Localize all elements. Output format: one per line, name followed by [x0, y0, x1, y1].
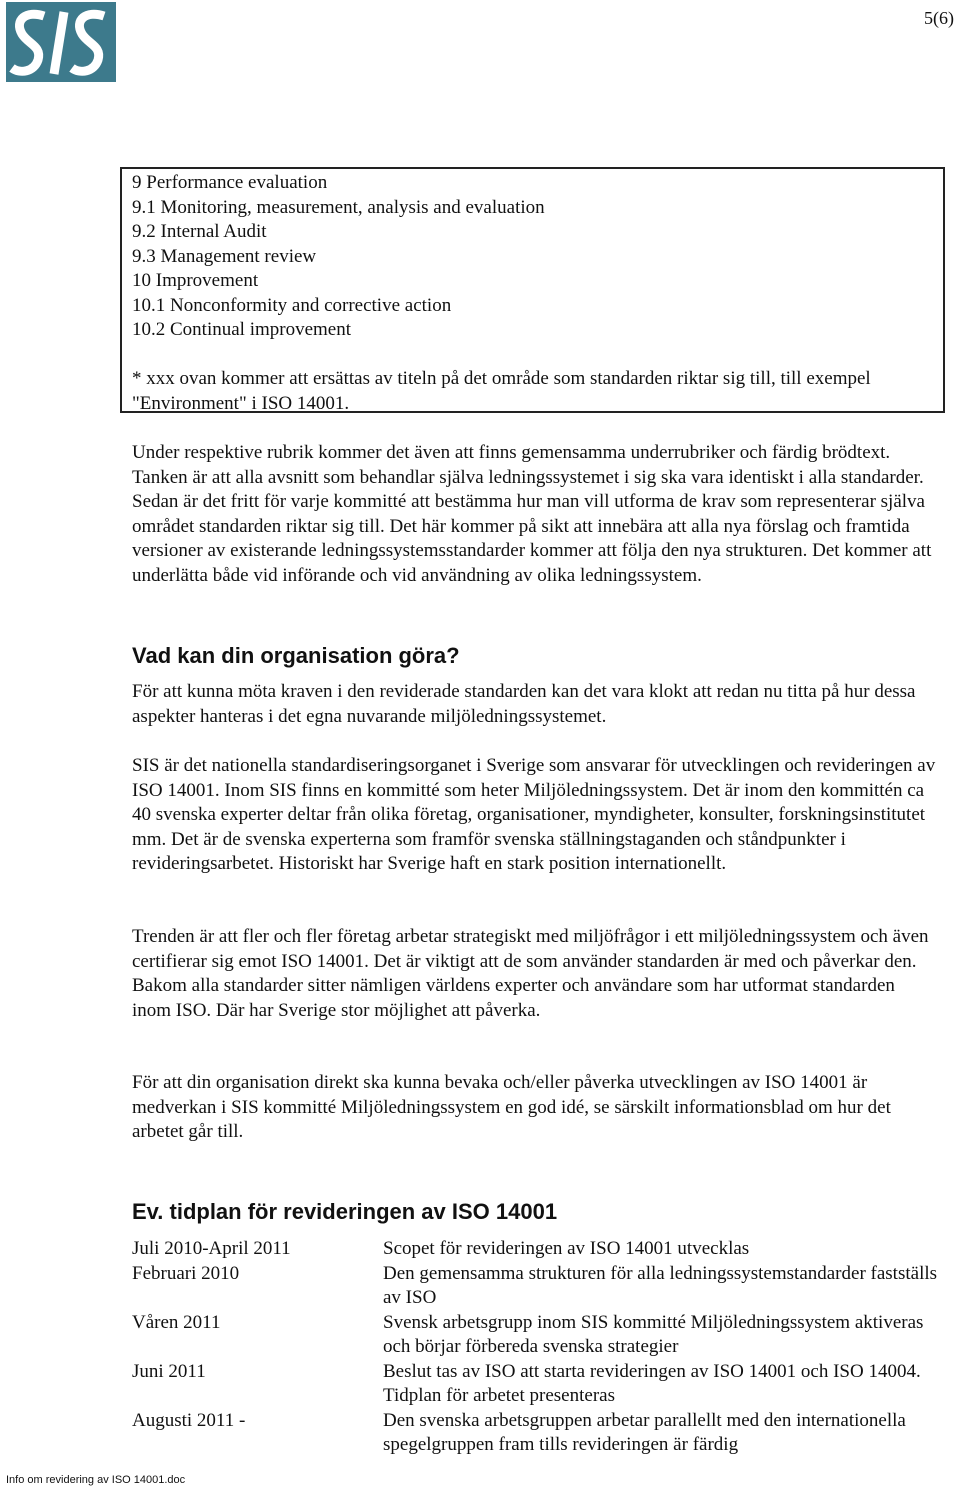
list-item: 9.1 Monitoring, measurement, analysis and evaluation: [132, 196, 545, 218]
timeline-table: [132, 1237, 937, 1458]
paragraph-prepare: För att kunna möta kraven i den reviderade standarden kan det vara klokt att redan nu titta på hur dessa aspekter hanteras i det egna nuvarande miljöledningssystemet.: [132, 681, 916, 727]
list-item: 10.1 Nonconformity and corrective action: [132, 294, 452, 316]
sis-logo-icon: [6, 2, 116, 82]
timeline-description: Den svenska arbetsgruppen arbetar parallellt med den internationella spegelgruppen fram tills revideringen är färdig: [383, 1409, 906, 1455]
list-item: 9.2 Internal Audit: [132, 221, 267, 242]
timeline-row: [132, 1262, 937, 1311]
box-note: * xxx ovan kommer att ersättas av titeln på det område som standarden riktar sig till, till exempel "Environment" i ISO 14001.: [132, 368, 871, 414]
timeline-description: Scopet för revideringen av ISO 14001 utvecklas: [383, 1238, 750, 1259]
timeline-date: Februari 2010: [132, 1262, 240, 1284]
timeline-date: Augusti 2011 -: [132, 1409, 246, 1431]
timeline-date: Våren 2011: [132, 1311, 221, 1333]
timeline-row: [132, 1360, 937, 1409]
list-item: 9 Performance evaluation: [132, 172, 328, 193]
paragraph-subheadings: Under respektive rubrik kommer det även att finns gemensamma underrubriker och färdig brödtext. Tanken är att alla avsnitt som behandlar själva ledningssystemet i sig ska vara identiskt i alla standarder. Sedan är det fritt för varje kommitté att bestämma hur man vill utforma de krav som representerar själva området standarden riktar sig till. Det här kommer på sikt att innebära att alla nya förslag och framtida versioner av existerande ledningssystemsstandarder kommer att följa den nya strukturen. Det kommer att underlätta både vid införande och vid användning av olika ledningssystem.: [132, 442, 932, 586]
section-heading-organisation: Vad kan din organisation göra?: [132, 643, 460, 668]
timeline-row: [132, 1237, 937, 1262]
structure-list: [132, 171, 932, 416]
paragraph-trend: Trenden är att fler och fler företag arbetar strategiskt med miljöfrågor i ett miljöledningssystem och även certifierar sig emot ISO 14001. Det är viktigt att de som använder standarden är med och påverkar den. Bakom alla standarder sitter nämligen världens experter och användare som har utformat standarden inom ISO. Där har Sverige stor möjlighet att påverka.: [132, 926, 929, 1021]
timeline-date: Juni 2011: [132, 1360, 206, 1382]
paragraph-sis: SIS är det nationella standardiseringsorganet i Sverige som ansvarar för utvecklingen och revideringen av ISO 14001. Inom SIS finns en kommitté som heter Miljöledningssystem. Det är inom den kommittén ca 40 svenska experter deltar från olika företag, organisationer, myndigheter, konsulter, forskningsinstitutet mm. Det är de svenska experterna som framför svenska ställningstaganden och ståndpunkter i revideringsarbetet. Historiskt har Sverige haft en stark position internationellt.: [132, 755, 936, 874]
timeline-description: Svensk arbetsgrupp inom SIS kommitté Miljöledningssystem aktiveras och börjar förbereda svenska strategier: [383, 1311, 924, 1357]
list-item: 9.3 Management review: [132, 245, 317, 267]
paragraph-committee: För att din organisation direkt ska kunna bevaka och/eller påverka utvecklingen av ISO 14001 är medverkan i SIS kommitté Miljöledningssystem en god idé, se särskilt informationsblad om hur det arbetet går till.: [132, 1072, 891, 1142]
section-heading-timeline: Ev. tidplan för revideringen av ISO 14001: [132, 1199, 558, 1224]
document-filename: Info om revidering av ISO 14001.doc: [6, 1474, 186, 1486]
timeline-row: [132, 1409, 937, 1458]
sis-logo: [6, 2, 116, 82]
timeline-description: Den gemensamma strukturen för alla ledningssystemstandarder fastställs av ISO: [383, 1262, 938, 1308]
timeline-row: [132, 1311, 937, 1360]
list-item: 10 Improvement: [132, 270, 259, 291]
page-number: 5(6): [924, 8, 954, 28]
timeline-date: Juli 2010-April 2011: [132, 1238, 291, 1259]
timeline-description: Beslut tas av ISO att starta revideringen av ISO 14001 och ISO 14004. Tidplan för arbetet presenteras: [383, 1360, 921, 1406]
list-item: 10.2 Continual improvement: [132, 319, 352, 340]
